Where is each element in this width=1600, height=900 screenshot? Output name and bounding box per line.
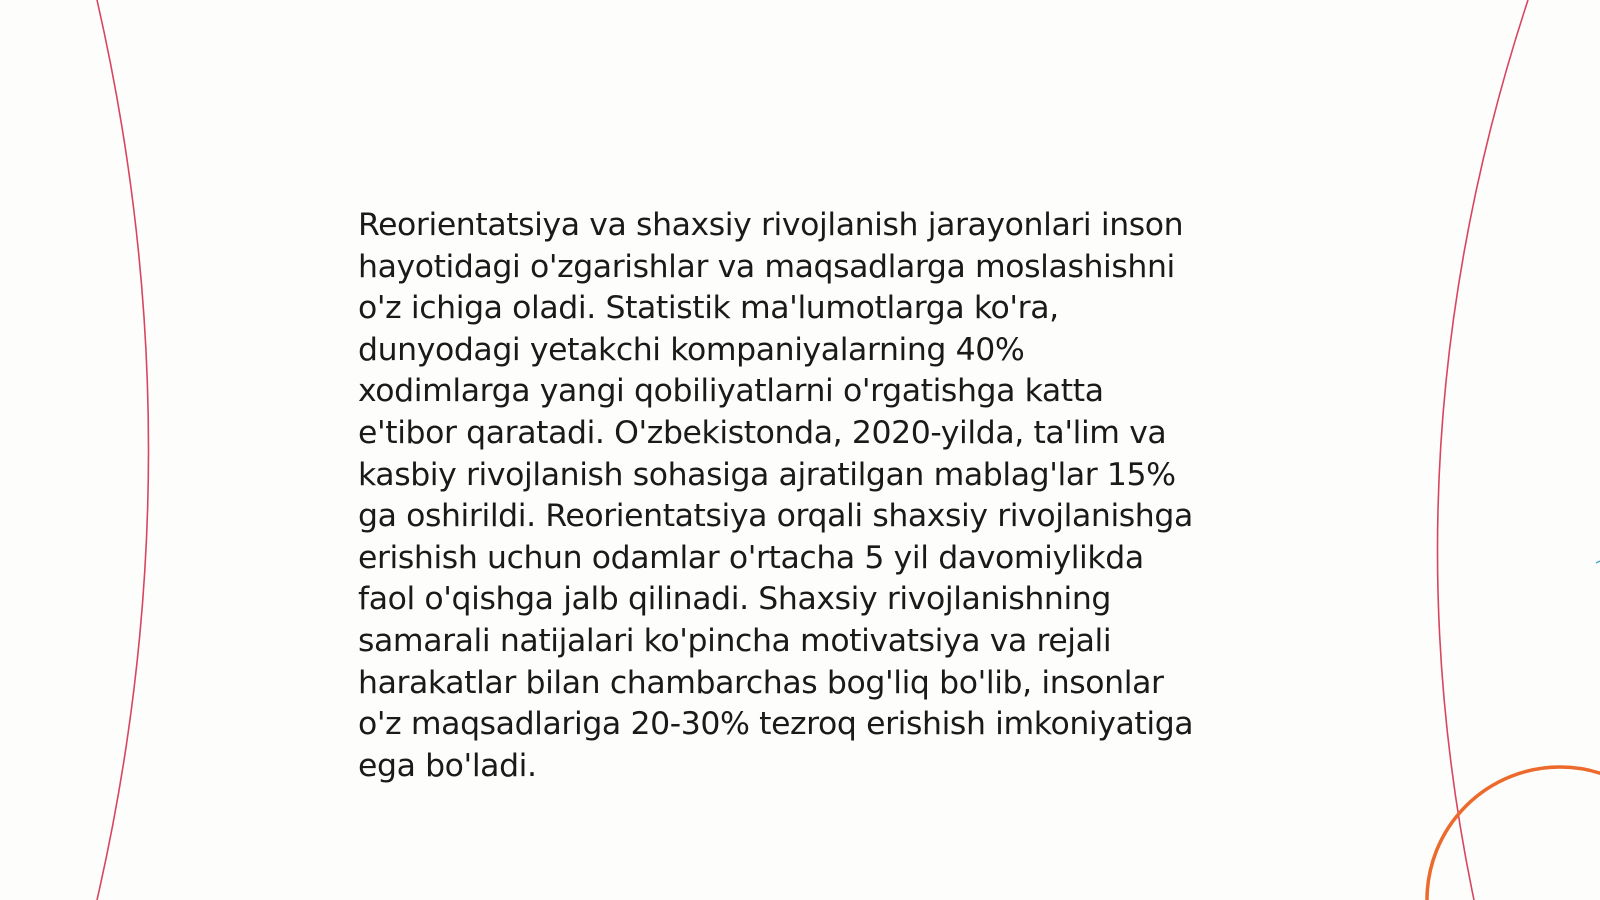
paragraph-line: o'z ichiga oladi. Statistik ma'lumotlarga ko'ra, bbox=[358, 290, 1059, 327]
paragraph-line: xodimlarga yangi qobiliyatlarni o'rgatishga katta bbox=[358, 373, 1104, 410]
right-curve-line bbox=[1437, 0, 1528, 900]
paragraph-line: faol o'qishga jalb qilinadi. Shaxsiy rivojlanishning bbox=[358, 581, 1112, 618]
body-paragraph bbox=[358, 205, 1258, 787]
paragraph-line: ega bo'ladi. bbox=[358, 747, 537, 784]
paragraph-line: kasbiy rivojlanish sohasiga ajratilgan mablag'lar 15% bbox=[358, 456, 1176, 493]
left-curve-line bbox=[97, 0, 149, 900]
paragraph-line: dunyodagi yetakchi kompaniyalarning 40% bbox=[358, 331, 1025, 368]
paragraph-line: ga oshirildi. Reorientatsiya orqali shaxsiy rivojlanishga bbox=[358, 498, 1193, 535]
orange-arc-shape bbox=[1427, 767, 1600, 900]
paragraph-line: e'tibor qaratadi. O'zbekistonda, 2020-yilda, ta'lim va bbox=[358, 414, 1167, 451]
paragraph-line: samarali natijalari ko'pincha motivatsiya va rejali bbox=[358, 622, 1112, 659]
paragraph-line: Reorientatsiya va shaxsiy rivojlanish jarayonlari inson bbox=[358, 207, 1184, 243]
small-teal-mark bbox=[1596, 561, 1600, 563]
paragraph-line: hayotidagi o'zgarishlar va maqsadlarga moslashishni bbox=[358, 248, 1175, 285]
paragraph-line: erishish uchun odamlar o'rtacha 5 yil davomiylikda bbox=[358, 539, 1144, 576]
paragraph-line: harakatlar bilan chambarchas bog'liq bo'lib, insonlar bbox=[358, 664, 1164, 701]
paragraph-line: o'z maqsadlariga 20-30% tezroq erishish imkoniyatiga bbox=[358, 706, 1194, 743]
